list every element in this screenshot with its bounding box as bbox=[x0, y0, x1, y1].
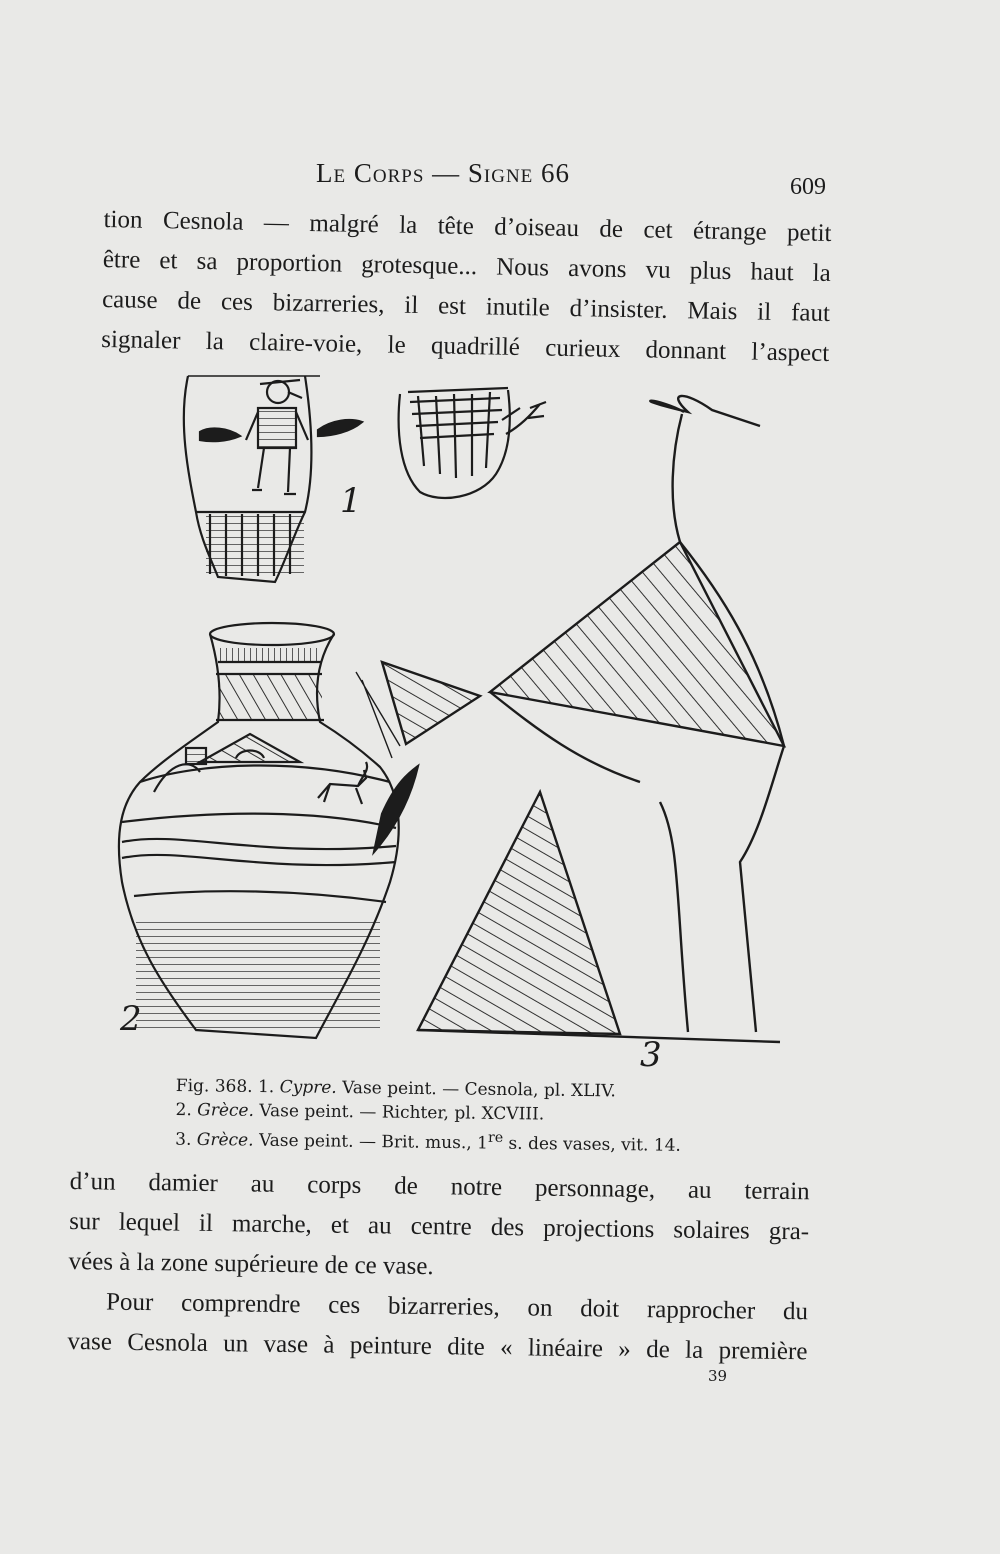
body-text-top bbox=[101, 200, 832, 374]
caption-source: s. des vases, vit. 14. bbox=[502, 1133, 681, 1156]
caption-source: Vase peint. — Brit. mus., 1 bbox=[258, 1130, 489, 1154]
printer-signature: 39 bbox=[708, 1367, 728, 1385]
text-line: sur lequel il marche, et au centre des projections solaires gra- bbox=[68, 1207, 810, 1246]
caption-place: Grèce. bbox=[197, 1100, 255, 1121]
caption-prefix: 2. bbox=[175, 1099, 192, 1121]
body-text-bottom bbox=[67, 1162, 810, 1372]
text-line: vase Cesnola un vase à peinture dite « linéaire » de la première bbox=[67, 1327, 808, 1366]
caption-place: Cypre. bbox=[279, 1077, 337, 1098]
figure-drawing bbox=[100, 362, 800, 1077]
caption-line-3 bbox=[175, 1122, 735, 1158]
caption-superscript: re bbox=[487, 1129, 504, 1147]
text-line: d’un damier au corps de notre personnage, au terrain bbox=[69, 1167, 810, 1206]
figure-label-3: 3 bbox=[640, 1035, 662, 1075]
page-header bbox=[0, 158, 1000, 198]
figure-caption bbox=[175, 1074, 736, 1158]
caption-source: Vase peint. — Richter, pl. XCVIII. bbox=[259, 1101, 545, 1125]
running-head: Le Corps — Signe 66 bbox=[316, 158, 571, 188]
caption-source: Vase peint. — Cesnola, pl. XLIV. bbox=[342, 1078, 616, 1102]
caption-place: Grèce. bbox=[196, 1129, 254, 1151]
text-line: vées à la zone supérieure de ce vase. bbox=[68, 1247, 434, 1281]
text-line: cause de ces bizarreries, il est inutile d’insister. Mais il faut bbox=[101, 285, 831, 327]
figure-label-1: 1 bbox=[340, 481, 362, 521]
page-number: 609 bbox=[790, 174, 826, 200]
text-line: Pour comprendre ces bizarreries, on doit rapprocher du bbox=[105, 1288, 809, 1326]
figure-1-cyprus-vase bbox=[184, 376, 546, 582]
caption-prefix: 3. bbox=[175, 1129, 192, 1150]
text-line: tion Cesnola — malgré la tête d’oiseau de cet étrange petit bbox=[103, 205, 832, 247]
text-line: être et sa proportion grotesque... Nous avons vu plus haut la bbox=[102, 245, 831, 287]
text-line: signaler la claire-voie, le quadrillé curieux donnant l’aspect bbox=[101, 325, 830, 367]
caption-prefix: Fig. 368. 1. bbox=[175, 1075, 275, 1098]
figure-368 bbox=[100, 362, 800, 1077]
figure-label-2: 2 bbox=[120, 999, 142, 1039]
figure-2-greek-vase bbox=[119, 623, 418, 1038]
